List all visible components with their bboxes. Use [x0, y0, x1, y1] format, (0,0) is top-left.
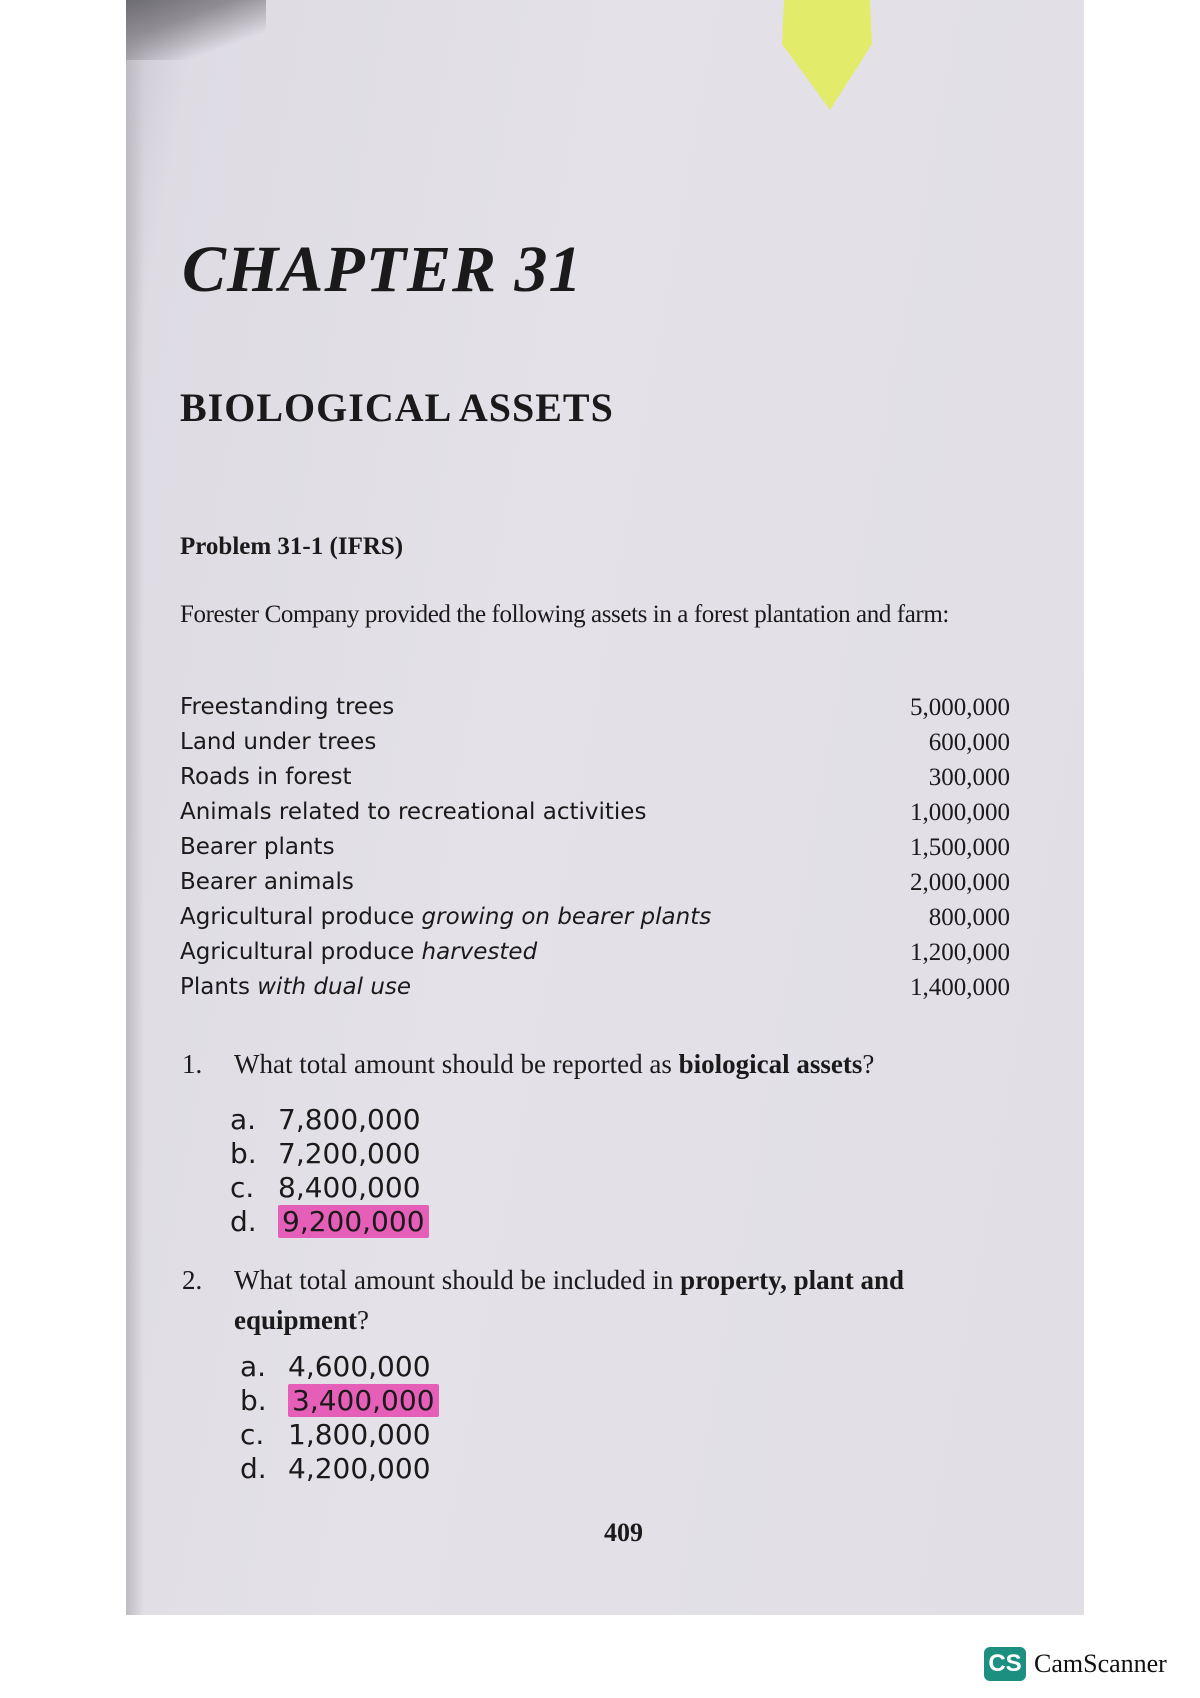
option	[240, 1452, 439, 1486]
question-1-options	[230, 1103, 429, 1239]
asset-name	[180, 900, 711, 935]
asset-row	[180, 725, 1010, 760]
option	[240, 1418, 439, 1452]
chapter-heading: CHAPTER 31	[182, 233, 583, 306]
asset-row	[180, 760, 1010, 795]
asset-name: Animals related to recreational activities	[180, 799, 647, 825]
asset-row	[180, 830, 1010, 865]
option	[230, 1137, 429, 1171]
option-letter: b.	[240, 1384, 267, 1417]
problem-title: Problem 31-1 (IFRS)	[180, 533, 404, 560]
asset-value: 1,000,000	[910, 799, 1010, 826]
camscanner-logo-icon: CS	[984, 1647, 1026, 1681]
question-number: 1.	[182, 1049, 203, 1079]
option-value: 4,200,000	[288, 1452, 431, 1485]
asset-name-plain: Agricultural produce	[180, 904, 422, 930]
scanned-page	[126, 0, 1084, 1615]
asset-value: 1,200,000	[910, 939, 1010, 966]
option-letter: d.	[240, 1452, 267, 1485]
asset-row	[180, 795, 1010, 830]
asset-name-plain: Agricultural produce	[180, 939, 422, 965]
question-text-bold: biological assets	[678, 1049, 863, 1079]
option	[230, 1103, 429, 1137]
option-letter: a.	[230, 1103, 257, 1136]
asset-name-italic: harvested	[421, 939, 538, 965]
asset-name: Bearer plants	[180, 834, 335, 860]
asset-value: 800,000	[928, 904, 1010, 931]
section-title: BIOLOGICAL ASSETS	[180, 385, 614, 430]
asset-row	[180, 865, 1010, 900]
asset-name: Land under trees	[180, 729, 377, 755]
option-value: 1,800,000	[288, 1418, 431, 1451]
question-text-plain: What total amount should be included in	[234, 1265, 681, 1295]
question-text-end: ?	[357, 1305, 370, 1335]
asset-name-italic: growing on bearer plants	[421, 904, 712, 930]
page-number: 409	[604, 1518, 643, 1547]
asset-name: Roads in forest	[180, 764, 352, 790]
asset-name: Bearer animals	[180, 869, 354, 895]
problem-intro: Forester Company provided the following assets in a forest plantation and farm:	[180, 601, 949, 628]
asset-name-italic: with dual use	[257, 974, 412, 1000]
option-letter: d.	[230, 1205, 257, 1238]
camscanner-watermark	[984, 1647, 1167, 1681]
question-text-bold: property, plant and equipment	[234, 1265, 904, 1335]
asset-value: 1,400,000	[910, 974, 1010, 1001]
asset-name-plain: Plants	[180, 974, 258, 1000]
asset-name	[180, 935, 537, 970]
option	[230, 1171, 429, 1205]
option-value: 4,600,000	[288, 1350, 431, 1383]
asset-name: Freestanding trees	[180, 694, 395, 720]
asset-value: 2,000,000	[910, 869, 1010, 896]
option	[240, 1384, 439, 1418]
question-1	[182, 1044, 1062, 1084]
option-value: 7,200,000	[278, 1137, 421, 1170]
question-2	[182, 1260, 1062, 1340]
asset-list	[180, 690, 1010, 1005]
question-text-plain: What total amount should be reported as	[234, 1049, 679, 1079]
option-letter: c.	[240, 1418, 265, 1451]
asset-name	[180, 970, 411, 1005]
corner-shadow	[126, 0, 266, 60]
camscanner-name: CamScanner	[1034, 1649, 1167, 1678]
question-text	[234, 1044, 1054, 1084]
option-value: 7,800,000	[278, 1103, 421, 1136]
option	[240, 1350, 439, 1384]
highlighted-answer: 3,400,000	[288, 1384, 439, 1417]
asset-value: 600,000	[928, 729, 1010, 756]
option-value: 8,400,000	[278, 1171, 421, 1204]
option	[230, 1205, 429, 1239]
option-letter: a.	[240, 1350, 267, 1383]
question-text-end: ?	[862, 1049, 875, 1079]
option-letter: c.	[230, 1171, 255, 1204]
highlighted-answer: 9,200,000	[278, 1205, 429, 1238]
asset-value: 5,000,000	[910, 694, 1010, 721]
asset-row	[180, 935, 1010, 970]
page-edge-shadow	[126, 0, 144, 1615]
asset-row	[180, 970, 1010, 1005]
asset-row	[180, 690, 1010, 725]
question-2-options	[240, 1350, 439, 1486]
asset-value: 300,000	[928, 764, 1010, 791]
question-number: 2.	[182, 1265, 203, 1295]
question-text	[234, 1260, 1034, 1340]
bookmark-tab	[780, 0, 874, 112]
option-letter: b.	[230, 1137, 257, 1170]
asset-value: 1,500,000	[910, 834, 1010, 861]
asset-row	[180, 900, 1010, 935]
